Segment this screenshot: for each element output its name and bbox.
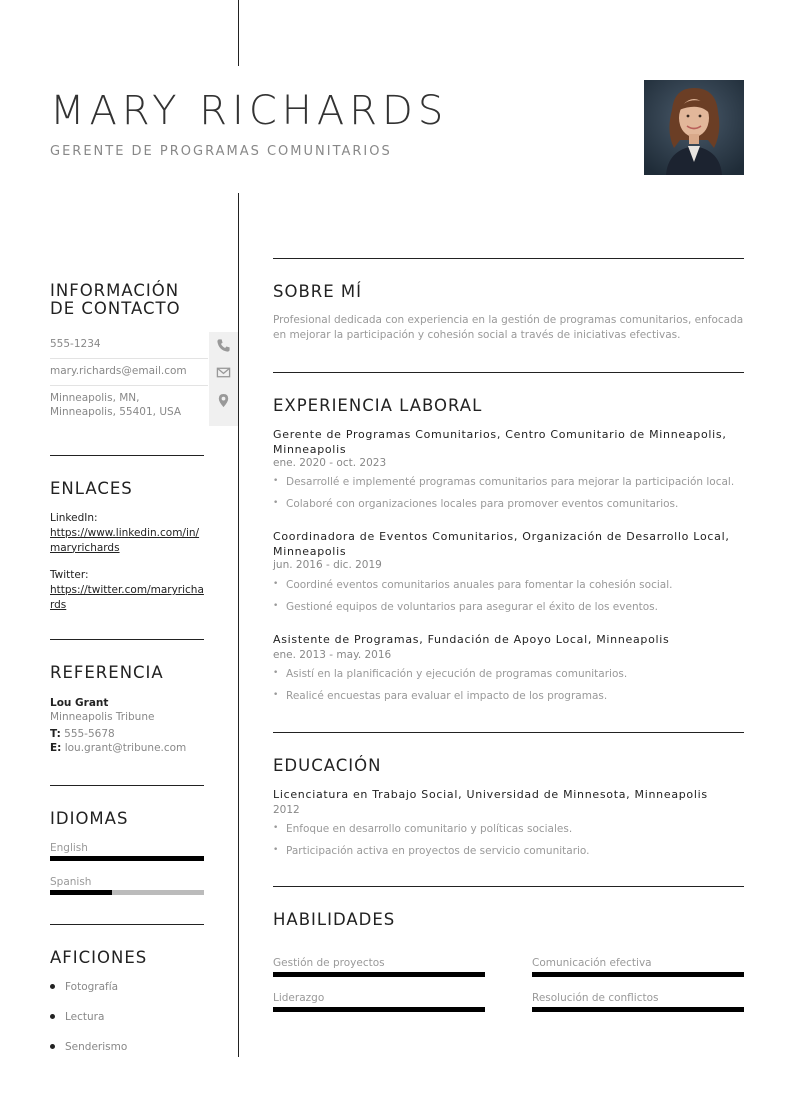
hobby-label: Senderismo [65,1041,128,1053]
job-bullet: • Coordiné eventos comunitarios anuales para fomentar la cohesión social. [273,579,744,591]
job-bullet: • Realicé encuestas para evaluar el impacto de los programas. [273,690,744,702]
twitter-label: Twitter: [50,569,89,581]
job-bullet: • Colaboré con organizaciones locales para promover eventos comunitarios. [273,498,744,510]
about-heading: SOBRE MÍ [273,282,363,301]
skill-label: Liderazgo [273,992,325,1004]
language-spanish-fill [50,890,112,895]
contact-icon-strip [209,332,238,426]
divider-top [238,0,239,66]
reference-email-value[interactable]: lou.grant@tribune.com [64,742,187,754]
language-spanish-bar [50,890,204,895]
linkedin-label: LinkedIn: [50,512,98,524]
job-bullet: • Asistí en la planificación y ejecución de programas comunitarios. [273,668,744,680]
linkedin-link[interactable]: https://www.linkedin.com/in/maryrichards [50,527,200,554]
section-divider [273,372,744,373]
sidebar-divider [50,924,204,925]
contact-heading-line2: DE CONTACTO [50,299,181,318]
hobby-item [50,981,118,993]
reference-email [50,742,186,754]
education-bullet: • Participación activa en proyectos de servicio comunitario. [273,845,744,857]
hobby-item [50,1011,104,1023]
language-english-label: English [50,842,88,854]
skill-bar [532,1007,744,1012]
sidebar-divider [50,785,204,786]
portrait-image [644,80,744,175]
location-pin-icon [216,393,231,408]
contact-heading [50,282,181,318]
bullet-dot-icon [50,1044,55,1049]
contact-separator [50,385,208,386]
bullet-dot-icon [50,984,55,989]
skill-label: Resolución de conflictos [532,992,659,1004]
job-title: Asistente de Programas, Fundación de Apoyo Local, Minneapolis [273,633,670,646]
links-heading: ENLACES [50,479,133,498]
hobbies-heading: AFICIONES [50,948,148,967]
skills-heading: HABILIDADES [273,910,396,929]
education-degree: Licenciatura en Trabajo Social, Universidad de Minnesota, Minneapolis [273,788,708,801]
section-divider [273,732,744,733]
bullet-dot-icon [50,1014,55,1019]
reference-name: Lou Grant [50,697,109,709]
job-dates: ene. 2020 - oct. 2023 [273,457,387,469]
education-year: 2012 [273,804,300,816]
reference-heading: REFERENCIA [50,663,164,682]
language-spanish-label: Spanish [50,876,92,888]
sidebar-divider [50,639,204,640]
experience-heading: EXPERIENCIA LABORAL [273,396,483,415]
reference-phone-value: 555-5678 [64,728,115,740]
hobby-item [50,1041,127,1053]
divider-main [238,193,239,1057]
candidate-name: MARY RICHARDS [50,88,449,134]
job-dates: ene. 2013 - may. 2016 [273,649,392,661]
sidebar-divider [50,455,204,456]
job-title: Coordinadora de Eventos Comunitarios, Organización de Desarrollo Local, Minneapolis [273,530,730,558]
skill-label: Comunicación efectiva [532,957,652,969]
profile-photo [644,80,744,175]
education-bullet: • Enfoque en desarrollo comunitario y políticas sociales. [273,823,744,835]
reference-company: Minneapolis Tribune [50,711,155,723]
contact-address-line1: Minneapolis, MN, [50,392,140,404]
job-dates: jun. 2016 - dic. 2019 [273,559,382,571]
job-title: Gerente de Programas Comunitarios, Centro Comunitario de Minneapolis, Minneapolis [273,428,727,456]
job-bullet: • Desarrollé e implementé programas comunitarios para mejorar la participación local. [273,476,744,488]
twitter-link[interactable]: https://twitter.com/maryrichards [50,584,204,611]
languages-heading: IDIOMAS [50,809,129,828]
contact-email[interactable]: mary.richards@email.com [50,365,187,377]
contact-phone: 555-1234 [50,338,101,350]
skill-bar [273,972,485,977]
contact-heading-line1: INFORMACIÓN [50,281,180,300]
about-text: Profesional dedicada con experiencia en la gestión de programas comunitarios, enfocada en mejorar la participación y cohesión social a través de iniciativas efectivas. [273,314,744,341]
hobby-label: Fotografía [65,981,119,993]
skill-bar [532,972,744,977]
candidate-title: GERENTE DE PROGRAMAS COMUNITARIOS [50,144,392,159]
reference-email-prefix: E: [50,742,62,754]
envelope-icon [216,365,231,380]
education-heading: EDUCACIÓN [273,756,382,775]
contact-address-line2: Minneapolis, 55401, USA [50,406,182,418]
language-english-fill [50,856,204,861]
reference-phone [50,728,115,740]
section-divider [273,886,744,887]
contact-separator [50,358,208,359]
hobby-label: Lectura [65,1011,105,1023]
language-english-bar [50,856,204,861]
section-divider [273,258,744,259]
skill-bar [273,1007,485,1012]
job-bullet: • Gestioné equipos de voluntarios para asegurar el éxito de los eventos. [273,601,744,613]
skill-label: Gestión de proyectos [273,957,385,969]
phone-icon [216,338,231,353]
reference-phone-prefix: T: [50,728,61,740]
